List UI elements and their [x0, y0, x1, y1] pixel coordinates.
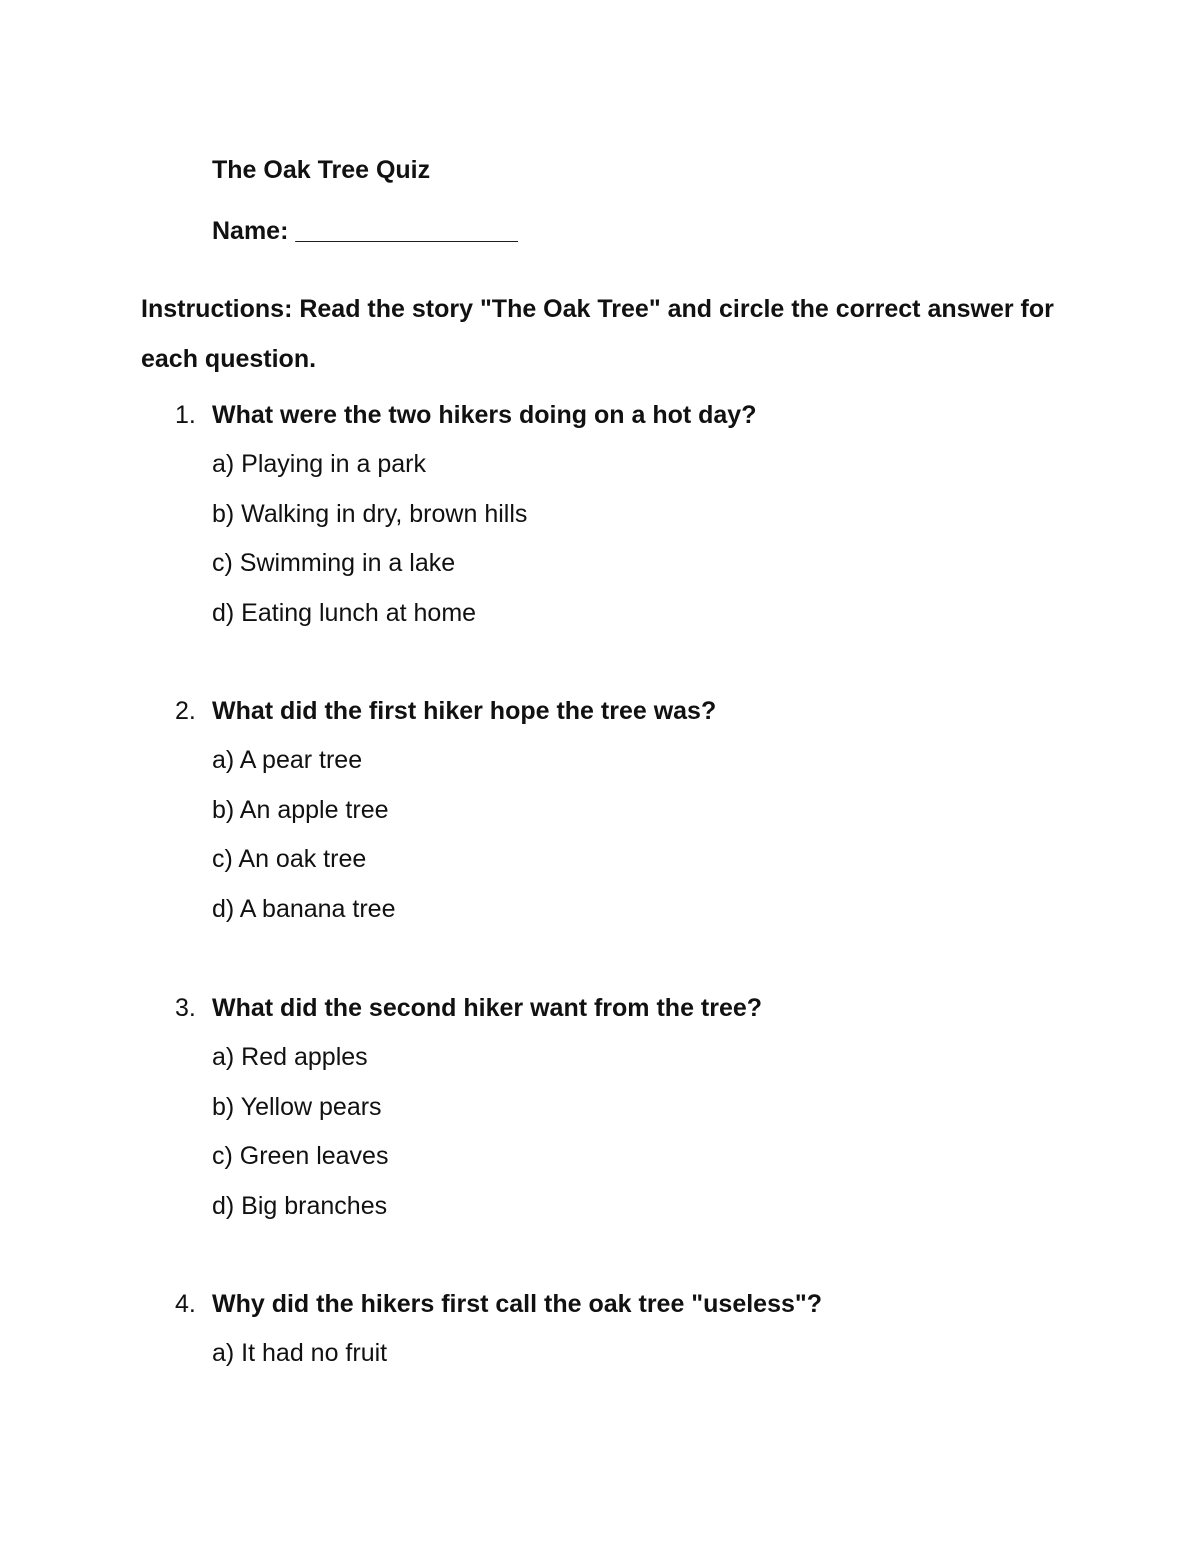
answer-options: [175, 1336, 1135, 1370]
question-number: 1.: [175, 401, 196, 429]
question-1: [175, 398, 1135, 630]
answer-option-b[interactable]: b) Yellow pears: [212, 1092, 382, 1121]
question-2: [175, 694, 1135, 926]
quiz-title: The Oak Tree Quiz: [212, 156, 431, 184]
answer-option-c[interactable]: c) Swimming in a lake: [212, 549, 456, 578]
answer-option-d[interactable]: d) Big branches: [212, 1191, 388, 1220]
question-number: 4.: [175, 1290, 196, 1318]
answer-options: [175, 1040, 1135, 1222]
question-text: Why did the hikers first call the oak tree "useless"?: [212, 1290, 823, 1318]
answer-options: [175, 447, 1135, 629]
question-number: 2.: [175, 697, 196, 725]
answer-options: [175, 743, 1135, 925]
answer-option-a[interactable]: a) Red apples: [212, 1043, 368, 1072]
instructions-text: Instructions: Read the story "The Oak Tree" and circle the correct answer for each question.: [141, 295, 1054, 373]
question-4: [175, 1287, 1135, 1370]
answer-option-d[interactable]: d) A banana tree: [212, 894, 396, 923]
answer-option-a[interactable]: a) Playing in a park: [212, 450, 427, 479]
question-text: What were the two hikers doing on a hot day?: [212, 401, 757, 429]
answer-option-a[interactable]: a) A pear tree: [212, 746, 363, 775]
answer-option-c[interactable]: c) An oak tree: [212, 845, 367, 874]
answer-option-d[interactable]: d) Eating lunch at home: [212, 598, 477, 627]
answer-option-a[interactable]: a) It had no fruit: [212, 1339, 388, 1368]
question-3: [175, 991, 1135, 1223]
answer-option-b[interactable]: b) An apple tree: [212, 795, 389, 824]
answer-option-c[interactable]: c) Green leaves: [212, 1142, 389, 1171]
answer-option-b[interactable]: b) Walking in dry, brown hills: [212, 499, 528, 528]
question-text: What did the second hiker want from the tree?: [212, 994, 763, 1022]
question-text: What did the first hiker hope the tree was?: [212, 697, 717, 725]
question-number: 3.: [175, 994, 196, 1022]
name-field-label: Name: ________________: [212, 217, 518, 245]
